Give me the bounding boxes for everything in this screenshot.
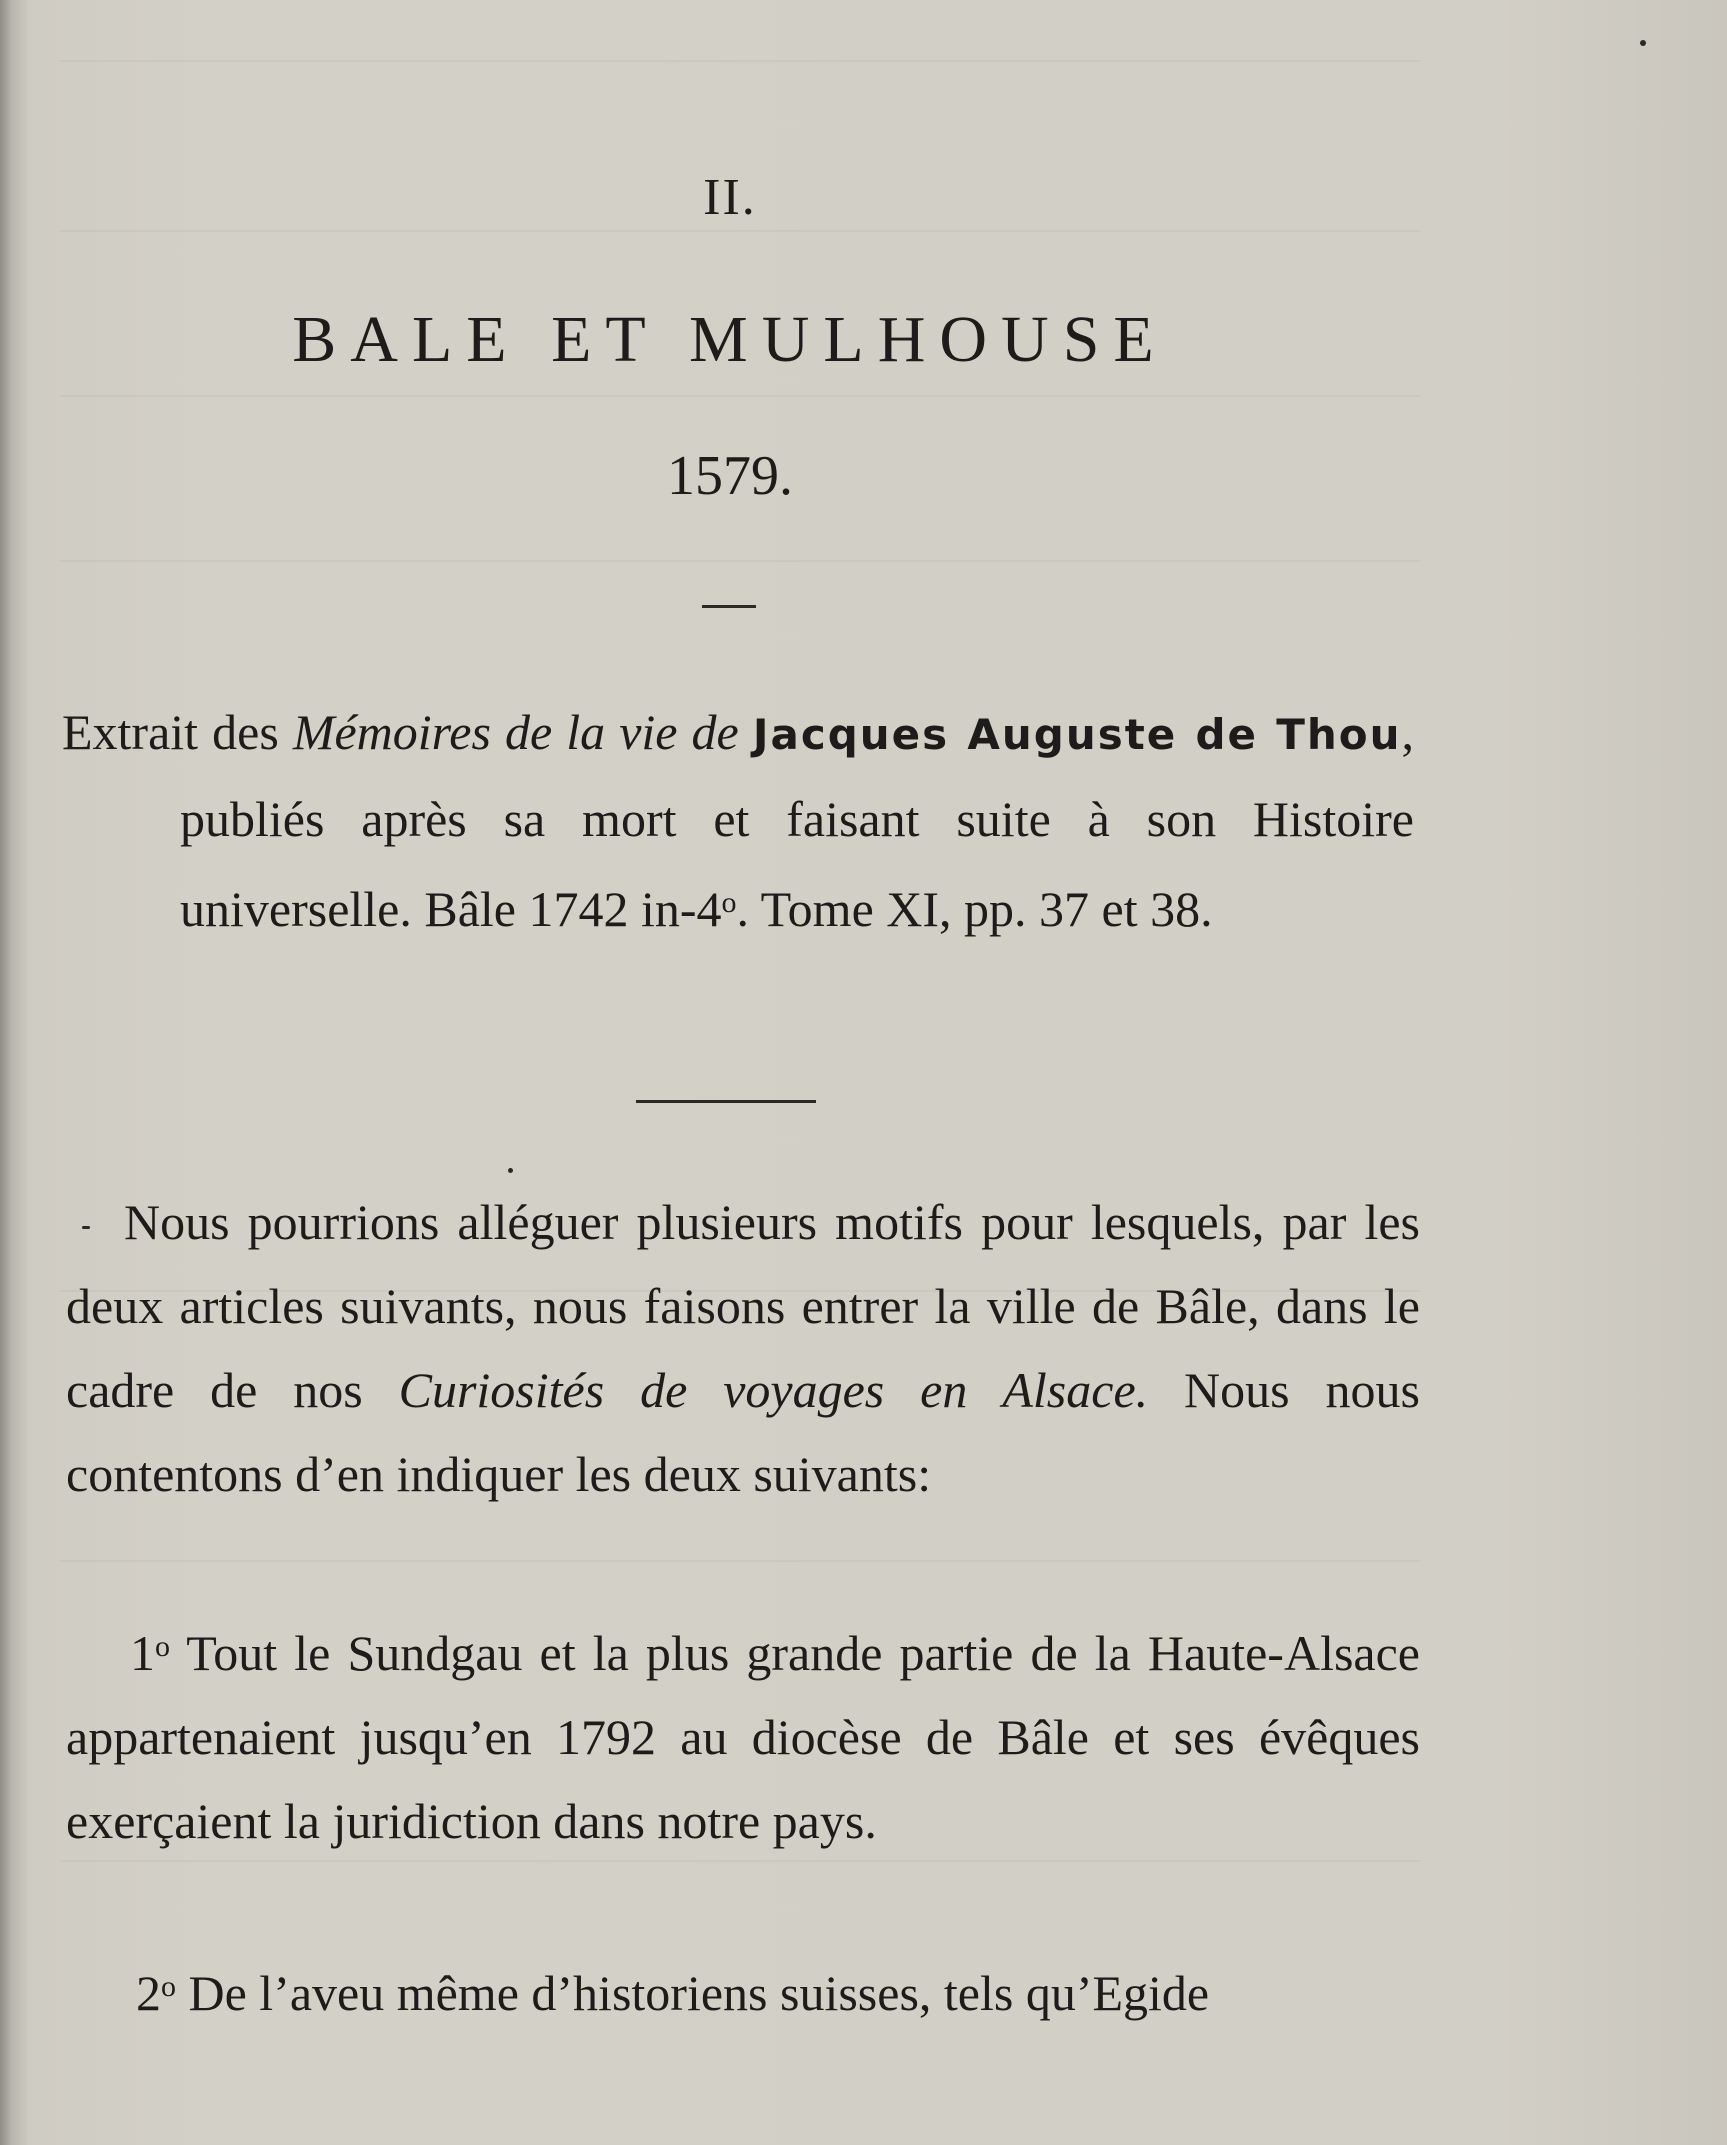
first-reason-paragraph xyxy=(66,1605,1420,1863)
ink-speck xyxy=(1640,40,1646,46)
short-divider xyxy=(702,605,756,608)
second-reason-text: De l’aveu même d’historiens suisses, tels qu’Egide xyxy=(176,1965,1210,2021)
section-title: BALE ET MULHOUSE xyxy=(292,303,1168,376)
intro-italic-title: Curiosités de voyages en Alsace. xyxy=(398,1362,1149,1418)
intro-text-a: Nous pourrions alléguer plusieurs motifs pour lesquels, par les deux articles suivants, nous faisons entrer la ville de Bâle, dans le cadre de nos xyxy=(66,1194,1420,1418)
citation-tail: . Tome XI, pp. 37 et 38. xyxy=(736,881,1213,937)
citation-author: Jacques Auguste de Thou xyxy=(752,710,1402,759)
second-reason-number: 2 xyxy=(136,1965,161,2021)
section-number: II. xyxy=(703,169,757,226)
section-year: 1579. xyxy=(667,445,793,507)
bleed-through-line xyxy=(60,60,1420,62)
citation-space xyxy=(739,704,753,760)
second-reason-ordinal: o xyxy=(161,1970,176,2003)
intro-text-b: Nous nous contentons d’en indiquer les deux suivants: xyxy=(66,1362,1420,1502)
bleed-through-line xyxy=(60,560,1420,562)
intro-paragraph xyxy=(66,1180,1420,1516)
first-reason-text: Tout le Sundgau et la plus grande partie de la Haute-Alsace appartenaient jusqu’en 1792 au diocèse de Bâle et ses évêques exerçaient la juridiction dans notre pays. xyxy=(66,1625,1420,1849)
long-divider xyxy=(636,1100,816,1103)
second-reason-paragraph xyxy=(66,1945,1420,2035)
citation-prefix: Extrait des xyxy=(62,704,293,760)
bleed-through-line xyxy=(60,1560,1420,1562)
citation-details: , publiés après sa mort et faisant suite à son Histoire universelle. Bâle 1742 in-4 xyxy=(180,704,1415,937)
ink-speck xyxy=(508,1168,513,1173)
citation-work-title: Mémoires de la vie de xyxy=(292,704,739,760)
first-reason-ordinal: o xyxy=(155,1630,170,1663)
bleed-through-line xyxy=(60,395,1420,397)
source-citation xyxy=(62,690,1414,951)
citation-ordinal: o xyxy=(721,886,737,919)
first-reason-number: 1 xyxy=(130,1625,155,1681)
bleed-through-line xyxy=(60,230,1420,232)
